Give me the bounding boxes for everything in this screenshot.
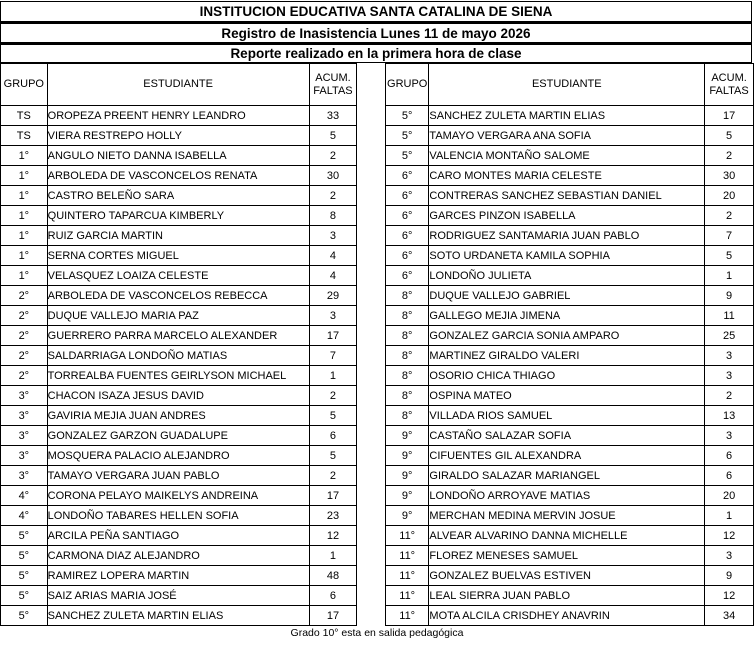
left-faltas-cell: 2 <box>309 386 357 406</box>
right-grupo-cell: 6° <box>385 226 428 246</box>
right-student-cell: SOTO URDANETA KAMILA SOPHIA <box>429 246 705 266</box>
spacer-cell <box>357 106 386 126</box>
right-faltas-cell: 12 <box>705 586 754 606</box>
right-student-cell: LONDOÑO ARROYAVE MATIAS <box>429 486 705 506</box>
table-row <box>1 206 754 226</box>
left-faltas-cell: 6 <box>309 586 357 606</box>
left-grupo-cell: 5° <box>1 606 48 626</box>
spacer-cell <box>357 146 386 166</box>
institution-title: INSTITUCION EDUCATIVA SANTA CATALINA DE SIENA <box>0 1 752 22</box>
left-grupo-cell: 1° <box>1 166 48 186</box>
register-subtitle: Registro de Inasistencia Lunes 11 de mayo 2026 <box>0 22 752 43</box>
right-faltas-cell: 25 <box>705 326 754 346</box>
acum-label: ACUM. <box>315 71 351 84</box>
spacer-cell <box>357 266 386 286</box>
right-student-cell: OSPINA MATEO <box>429 386 705 406</box>
spacer-cell <box>357 546 386 566</box>
right-faltas-cell: 34 <box>705 606 754 626</box>
table-row <box>1 386 754 406</box>
table-row <box>1 146 754 166</box>
table-row <box>1 306 754 326</box>
right-grupo-cell: 8° <box>385 286 428 306</box>
spacer-cell <box>357 346 386 366</box>
left-student-cell: TORREALBA FUENTES GEIRLYSON MICHAEL <box>47 366 309 386</box>
right-faltas-cell: 20 <box>705 186 754 206</box>
right-faltas-cell: 30 <box>705 166 754 186</box>
right-grupo-cell: 9° <box>385 466 428 486</box>
right-faltas-cell: 3 <box>705 426 754 446</box>
left-student-cell: VIERA RESTREPO HOLLY <box>47 126 309 146</box>
right-grupo-cell: 5° <box>385 146 428 166</box>
spacer-cell <box>357 466 386 486</box>
spacer-cell <box>357 446 386 466</box>
left-grupo-cell: 2° <box>1 366 48 386</box>
left-grupo-cell: 3° <box>1 466 48 486</box>
table-header-row <box>1 64 754 106</box>
right-student-cell: GONZALEZ BUELVAS ESTIVEN <box>429 566 705 586</box>
right-student-cell: GIRALDO SALAZAR MARIANGEL <box>429 466 705 486</box>
table-row <box>1 246 754 266</box>
column-header-faltas-right <box>705 64 754 106</box>
acum-label: ACUM. <box>711 71 747 84</box>
left-grupo-cell: 2° <box>1 306 48 326</box>
left-student-cell: CARMONA DIAZ ALEJANDRO <box>47 546 309 566</box>
table-row <box>1 106 754 126</box>
left-grupo-cell: 1° <box>1 186 48 206</box>
spacer-cell <box>357 386 386 406</box>
table-row <box>1 466 754 486</box>
left-faltas-cell: 7 <box>309 346 357 366</box>
right-faltas-cell: 11 <box>705 306 754 326</box>
spacer-cell <box>357 426 386 446</box>
left-grupo-cell: 3° <box>1 446 48 466</box>
right-student-cell: MOTA ALCILA CRISDHEY ANAVRIN <box>429 606 705 626</box>
left-faltas-cell: 23 <box>309 506 357 526</box>
right-faltas-cell: 3 <box>705 546 754 566</box>
right-grupo-cell: 9° <box>385 486 428 506</box>
spacer-cell <box>357 586 386 606</box>
right-faltas-cell: 3 <box>705 346 754 366</box>
right-faltas-cell: 3 <box>705 366 754 386</box>
spacer-cell <box>357 186 386 206</box>
left-faltas-cell: 17 <box>309 326 357 346</box>
left-student-cell: RAMIREZ LOPERA MARTIN <box>47 566 309 586</box>
right-grupo-cell: 6° <box>385 266 428 286</box>
left-faltas-cell: 8 <box>309 206 357 226</box>
spacer-cell <box>357 326 386 346</box>
right-student-cell: CASTAÑO SALAZAR SOFIA <box>429 426 705 446</box>
right-grupo-cell: 11° <box>385 606 428 626</box>
table-row <box>1 286 754 306</box>
right-student-cell: CONTRERAS SANCHEZ SEBASTIAN DANIEL <box>429 186 705 206</box>
right-faltas-cell: 2 <box>705 146 754 166</box>
left-grupo-cell: 1° <box>1 226 48 246</box>
table-row <box>1 506 754 526</box>
left-grupo-cell: 5° <box>1 566 48 586</box>
table-row <box>1 226 754 246</box>
right-student-cell: GARCES PINZON ISABELLA <box>429 206 705 226</box>
left-student-cell: GONZALEZ GARZON GUADALUPE <box>47 426 309 446</box>
table-row <box>1 326 754 346</box>
left-student-cell: VELASQUEZ LOAIZA CELESTE <box>47 266 309 286</box>
right-faltas-cell: 6 <box>705 466 754 486</box>
left-faltas-cell: 4 <box>309 246 357 266</box>
right-student-cell: SANCHEZ ZULETA MARTIN ELIAS <box>429 106 705 126</box>
right-student-cell: LEAL SIERRA JUAN PABLO <box>429 586 705 606</box>
right-faltas-cell: 17 <box>705 106 754 126</box>
right-grupo-cell: 8° <box>385 386 428 406</box>
left-faltas-cell: 29 <box>309 286 357 306</box>
left-grupo-cell: 5° <box>1 586 48 606</box>
table-row <box>1 186 754 206</box>
left-faltas-cell: 6 <box>309 426 357 446</box>
left-faltas-cell: 5 <box>309 126 357 146</box>
right-grupo-cell: 8° <box>385 406 428 426</box>
left-faltas-cell: 33 <box>309 106 357 126</box>
left-faltas-cell: 30 <box>309 166 357 186</box>
right-student-cell: CARO MONTES MARIA CELESTE <box>429 166 705 186</box>
column-header-grupo-left: GRUPO <box>1 64 48 106</box>
left-grupo-cell: 3° <box>1 426 48 446</box>
right-faltas-cell: 7 <box>705 226 754 246</box>
table-row <box>1 426 754 446</box>
right-faltas-cell: 2 <box>705 206 754 226</box>
left-student-cell: ANGULO NIETO DANNA ISABELLA <box>47 146 309 166</box>
right-student-cell: CIFUENTES GIL ALEXANDRA <box>429 446 705 466</box>
left-student-cell: SAIZ ARIAS MARIA JOSÉ <box>47 586 309 606</box>
faltas-label: FALTAS <box>313 84 353 97</box>
right-faltas-cell: 6 <box>705 446 754 466</box>
table-row <box>1 126 754 146</box>
right-grupo-cell: 8° <box>385 306 428 326</box>
left-faltas-cell: 48 <box>309 566 357 586</box>
left-grupo-cell: 1° <box>1 206 48 226</box>
table-row <box>1 606 754 626</box>
left-faltas-cell: 1 <box>309 546 357 566</box>
right-student-cell: LONDOÑO JULIETA <box>429 266 705 286</box>
left-grupo-cell: 1° <box>1 266 48 286</box>
table-row <box>1 266 754 286</box>
right-faltas-cell: 9 <box>705 566 754 586</box>
spacer-cell <box>357 206 386 226</box>
right-student-cell: TAMAYO VERGARA ANA SOFIA <box>429 126 705 146</box>
report-note: Reporte realizado en la primera hora de clase <box>0 43 752 63</box>
left-faltas-cell: 2 <box>309 186 357 206</box>
left-grupo-cell: 5° <box>1 546 48 566</box>
left-grupo-cell: 5° <box>1 526 48 546</box>
left-faltas-cell: 2 <box>309 146 357 166</box>
right-grupo-cell: 6° <box>385 246 428 266</box>
column-header-faltas-left <box>309 64 357 106</box>
spacer-cell <box>357 366 386 386</box>
spacer-cell <box>357 226 386 246</box>
left-student-cell: ARCILA PEÑA SANTIAGO <box>47 526 309 546</box>
left-grupo-cell: 2° <box>1 346 48 366</box>
left-student-cell: TAMAYO VERGARA JUAN PABLO <box>47 466 309 486</box>
right-faltas-cell: 1 <box>705 506 754 526</box>
right-student-cell: MERCHAN MEDINA MERVIN JOSUE <box>429 506 705 526</box>
right-faltas-cell: 5 <box>705 246 754 266</box>
right-student-cell: GONZALEZ GARCIA SONIA AMPARO <box>429 326 705 346</box>
right-student-cell: MARTINEZ GIRALDO VALERI <box>429 346 705 366</box>
left-student-cell: CHACON ISAZA JESUS DAVID <box>47 386 309 406</box>
column-header-grupo-right: GRUPO <box>385 64 428 106</box>
left-student-cell: MOSQUERA PALACIO ALEJANDRO <box>47 446 309 466</box>
left-grupo-cell: 3° <box>1 406 48 426</box>
left-student-cell: GUERRERO PARRA MARCELO ALEXANDER <box>47 326 309 346</box>
left-student-cell: ARBOLEDA DE VASCONCELOS REBECCA <box>47 286 309 306</box>
column-header-estudiante-right: ESTUDIANTE <box>429 64 705 106</box>
left-student-cell: RUIZ GARCIA MARTIN <box>47 226 309 246</box>
left-student-cell: SANCHEZ ZULETA MARTIN ELIAS <box>47 606 309 626</box>
left-grupo-cell: 4° <box>1 486 48 506</box>
spacer-cell <box>357 506 386 526</box>
spacer-cell <box>357 286 386 306</box>
left-student-cell: OROPEZA PREENT HENRY LEANDRO <box>47 106 309 126</box>
left-grupo-cell: 2° <box>1 286 48 306</box>
attendance-table <box>0 63 754 626</box>
left-student-cell: LONDOÑO TABARES HELLEN SOFIA <box>47 506 309 526</box>
left-student-cell: CORONA PELAYO MAIKELYS ANDREINA <box>47 486 309 506</box>
footer-note: Grado 10° esta en salida pedagógica <box>290 627 464 639</box>
left-grupo-cell: 1° <box>1 246 48 266</box>
spacer-cell <box>357 306 386 326</box>
right-student-cell: FLOREZ MENESES SAMUEL <box>429 546 705 566</box>
left-student-cell: ARBOLEDA DE VASCONCELOS RENATA <box>47 166 309 186</box>
left-grupo-cell: 2° <box>1 326 48 346</box>
left-student-cell: CASTRO BELEÑO SARA <box>47 186 309 206</box>
spacer-cell <box>357 486 386 506</box>
left-faltas-cell: 17 <box>309 606 357 626</box>
right-student-cell: DUQUE VALLEJO GABRIEL <box>429 286 705 306</box>
right-student-cell: ALVEAR ALVARINO DANNA MICHELLE <box>429 526 705 546</box>
column-header-estudiante-left: ESTUDIANTE <box>47 64 309 106</box>
right-student-cell: GALLEGO MEJIA JIMENA <box>429 306 705 326</box>
table-row <box>1 586 754 606</box>
left-faltas-cell: 3 <box>309 306 357 326</box>
left-grupo-cell: 3° <box>1 386 48 406</box>
left-student-cell: SALDARRIAGA LONDOÑO MATIAS <box>47 346 309 366</box>
table-row <box>1 566 754 586</box>
right-faltas-cell: 2 <box>705 386 754 406</box>
spacer-cell <box>357 166 386 186</box>
right-grupo-cell: 5° <box>385 106 428 126</box>
left-student-cell: QUINTERO TAPARCUA KIMBERLY <box>47 206 309 226</box>
table-row <box>1 486 754 506</box>
column-spacer <box>357 64 386 106</box>
right-grupo-cell: 6° <box>385 206 428 226</box>
right-grupo-cell: 11° <box>385 526 428 546</box>
right-grupo-cell: 8° <box>385 346 428 366</box>
left-student-cell: SERNA CORTES MIGUEL <box>47 246 309 266</box>
spacer-cell <box>357 246 386 266</box>
right-student-cell: RODRIGUEZ SANTAMARIA JUAN PABLO <box>429 226 705 246</box>
table-row <box>1 166 754 186</box>
right-grupo-cell: 11° <box>385 586 428 606</box>
left-faltas-cell: 5 <box>309 446 357 466</box>
right-grupo-cell: 11° <box>385 546 428 566</box>
table-row <box>1 346 754 366</box>
right-student-cell: VILLADA RIOS SAMUEL <box>429 406 705 426</box>
right-faltas-cell: 12 <box>705 526 754 546</box>
spacer-cell <box>357 606 386 626</box>
spacer-cell <box>357 566 386 586</box>
left-faltas-cell: 3 <box>309 226 357 246</box>
spacer-cell <box>357 126 386 146</box>
right-grupo-cell: 8° <box>385 366 428 386</box>
left-faltas-cell: 1 <box>309 366 357 386</box>
table-row <box>1 526 754 546</box>
table-row <box>1 406 754 426</box>
right-grupo-cell: 6° <box>385 166 428 186</box>
spacer-cell <box>357 526 386 546</box>
right-grupo-cell: 11° <box>385 566 428 586</box>
left-grupo-cell: 1° <box>1 146 48 166</box>
right-grupo-cell: 9° <box>385 426 428 446</box>
right-faltas-cell: 5 <box>705 126 754 146</box>
table-row <box>1 366 754 386</box>
right-faltas-cell: 13 <box>705 406 754 426</box>
right-grupo-cell: 6° <box>385 186 428 206</box>
right-grupo-cell: 5° <box>385 126 428 146</box>
right-student-cell: OSORIO CHICA THIAGO <box>429 366 705 386</box>
left-grupo-cell: 4° <box>1 506 48 526</box>
left-grupo-cell: TS <box>1 106 48 126</box>
left-grupo-cell: TS <box>1 126 48 146</box>
right-grupo-cell: 8° <box>385 326 428 346</box>
left-faltas-cell: 4 <box>309 266 357 286</box>
faltas-label: FALTAS <box>709 84 749 97</box>
left-faltas-cell: 12 <box>309 526 357 546</box>
spacer-cell <box>357 406 386 426</box>
right-faltas-cell: 20 <box>705 486 754 506</box>
right-student-cell: VALENCIA MONTAÑO SALOME <box>429 146 705 166</box>
table-row <box>1 446 754 466</box>
right-grupo-cell: 9° <box>385 506 428 526</box>
left-faltas-cell: 5 <box>309 406 357 426</box>
left-student-cell: GAVIRIA MEJIA JUAN ANDRES <box>47 406 309 426</box>
left-student-cell: DUQUE VALLEJO MARIA PAZ <box>47 306 309 326</box>
left-faltas-cell: 2 <box>309 466 357 486</box>
left-faltas-cell: 17 <box>309 486 357 506</box>
right-faltas-cell: 1 <box>705 266 754 286</box>
right-grupo-cell: 9° <box>385 446 428 466</box>
right-faltas-cell: 9 <box>705 286 754 306</box>
table-row <box>1 546 754 566</box>
